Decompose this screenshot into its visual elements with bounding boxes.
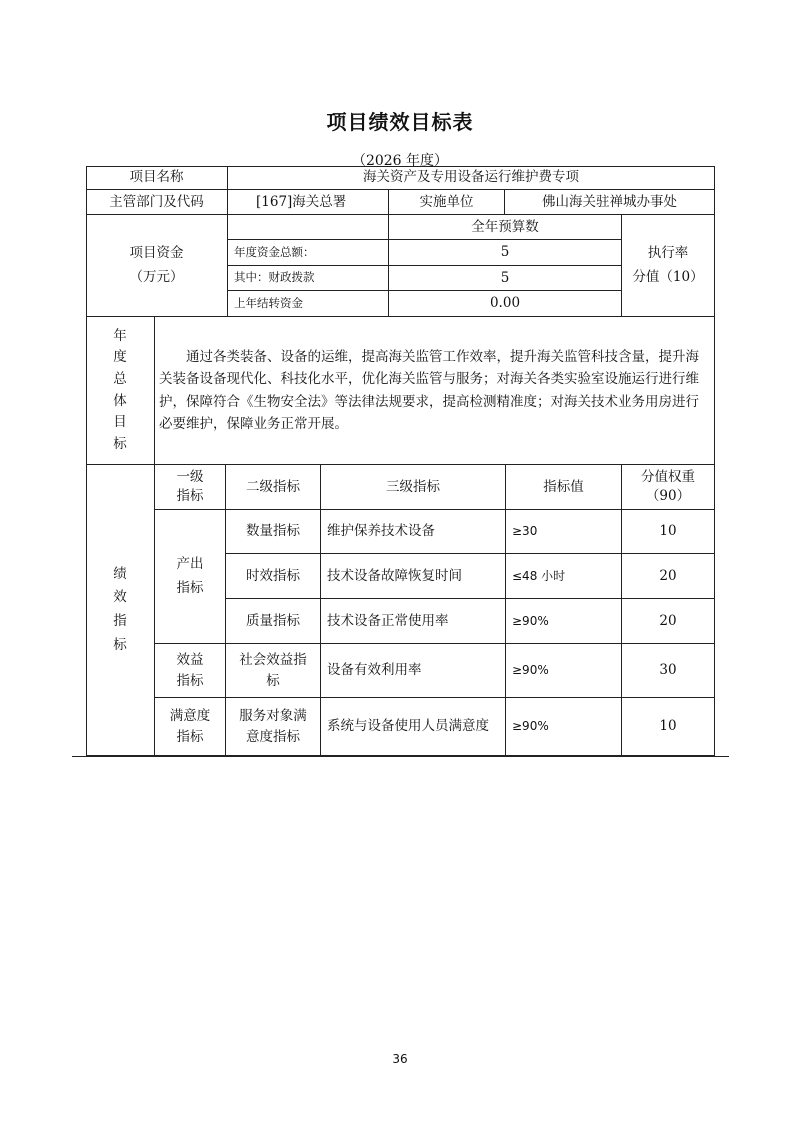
level2-cell-line1: 服务对象满: [239, 708, 307, 725]
level2-cell-line2: 意度指标: [246, 728, 300, 745]
goal-label-char: 体: [113, 392, 127, 409]
group-benefit-line2: 指标: [176, 672, 204, 689]
page-title: 项目绩效目标表: [326, 110, 474, 134]
level2-cell-line2: 标: [266, 672, 280, 689]
group-satisfaction-line1: 满意度: [169, 708, 211, 725]
header-level3: 三级指标: [321, 465, 506, 510]
page-number: 36: [392, 1052, 408, 1066]
indicator-label-char: 效: [113, 589, 127, 606]
funds-header-blank: [228, 215, 389, 240]
table-bottom-rule: [72, 756, 729, 757]
execution-rate-line1: 执行率: [647, 244, 689, 261]
goal-label-char: 目: [113, 414, 127, 431]
indicator-label-char: 标: [113, 636, 127, 653]
goal-label-char: 度: [113, 349, 127, 366]
level3-cell: 技术设备正常使用率: [321, 599, 506, 644]
header-weight: [622, 465, 715, 510]
header-level1-line2: 指标: [176, 488, 204, 504]
group-benefit-line1: 效益: [176, 652, 204, 669]
header-level1-line1: 一级: [176, 469, 204, 486]
carryover-label: 上年结转资金: [228, 291, 389, 317]
funds-label: [86, 215, 228, 317]
execution-rate-label: [622, 215, 715, 317]
value-cell: ≥90%: [506, 599, 622, 644]
project-name-value: 海关资产及专用设备运行维护费专项: [228, 166, 715, 190]
weight-cell: 10: [622, 510, 715, 554]
level3-cell: 技术设备故障恢复时间: [321, 554, 506, 599]
weight-cell: 10: [622, 698, 715, 756]
header-level2: 二级指标: [226, 465, 321, 510]
value-cell: ≥90%: [506, 644, 622, 698]
level3-cell: 系统与设备使用人员满意度: [321, 698, 506, 756]
weight-cell: 30: [622, 644, 715, 698]
annual-goal-text: 通过各类装备、设备的运维，提高海关监管工作效率，提升海关监管科技含量，提升海关装备设备现代化、科技化水平，优化海关监管与服务；对海关各类实验室设施运行进行维护，保障符合《生物安全法》等法律法规要求，提高检测精准度；对海关技术业务用房进行必要维护，保障业务正常开展。: [155, 317, 715, 465]
header-weight-line2: （90）: [645, 488, 691, 504]
annual-total-value: 5: [389, 240, 622, 266]
group-satisfaction-line2: 指标: [176, 728, 204, 745]
goal-label-char: 年: [113, 327, 127, 344]
funds-label-line1: 项目资金: [129, 244, 184, 261]
funds-label-line2: （万元）: [129, 268, 184, 285]
group-satisfaction: [155, 698, 226, 756]
implementing-unit-label: 实施单位: [389, 190, 505, 215]
value-cell: ≥90%: [506, 698, 622, 756]
fiscal-allocation-label: 其中：财政拨款: [228, 266, 389, 291]
level2-cell: 质量指标: [226, 599, 321, 644]
annual-total-label: 年度资金总额：: [228, 240, 389, 266]
project-name-label: 项目名称: [86, 166, 228, 190]
level3-cell: 维护保养技术设备: [321, 510, 506, 554]
indicator-label-char: 指: [113, 613, 127, 629]
annual-goal-label: [86, 317, 155, 465]
weight-cell: 20: [622, 599, 715, 644]
indicator-label-char: 绩: [113, 565, 127, 582]
group-output-line2: 指标: [176, 579, 204, 596]
level2-cell: 时效指标: [226, 554, 321, 599]
performance-indicators-label: [86, 465, 155, 756]
budget-header: 全年预算数: [389, 215, 622, 240]
execution-rate-line2: 分值（10）: [632, 268, 704, 285]
department-label: 主管部门及代码: [86, 190, 228, 215]
department-value: [167]海关总署: [228, 190, 389, 215]
weight-cell: 20: [622, 554, 715, 599]
level2-cell: 数量指标: [226, 510, 321, 554]
fiscal-allocation-value: 5: [389, 266, 622, 291]
group-benefit: [155, 644, 226, 698]
group-output-line1: 产出: [176, 555, 204, 572]
header-weight-line1: 分值权重: [641, 469, 695, 486]
header-level1: [155, 465, 226, 510]
value-cell: ≥30: [506, 510, 622, 554]
goal-label-char: 标: [113, 435, 127, 452]
year-subtitle: （2026 年度）: [351, 153, 449, 169]
value-cell: ≤48 小时: [506, 554, 622, 599]
level2-cell: [226, 644, 321, 698]
level2-cell-line1: 社会效益指: [239, 652, 307, 669]
implementing-unit-value: 佛山海关驻禅城办事处: [505, 190, 715, 215]
header-value: 指标值: [506, 465, 622, 510]
level2-cell: [226, 698, 321, 756]
group-output: [155, 510, 226, 644]
goal-label-char: 总: [113, 370, 127, 387]
level3-cell: 设备有效利用率: [321, 644, 506, 698]
carryover-value: 0.00: [389, 291, 622, 317]
